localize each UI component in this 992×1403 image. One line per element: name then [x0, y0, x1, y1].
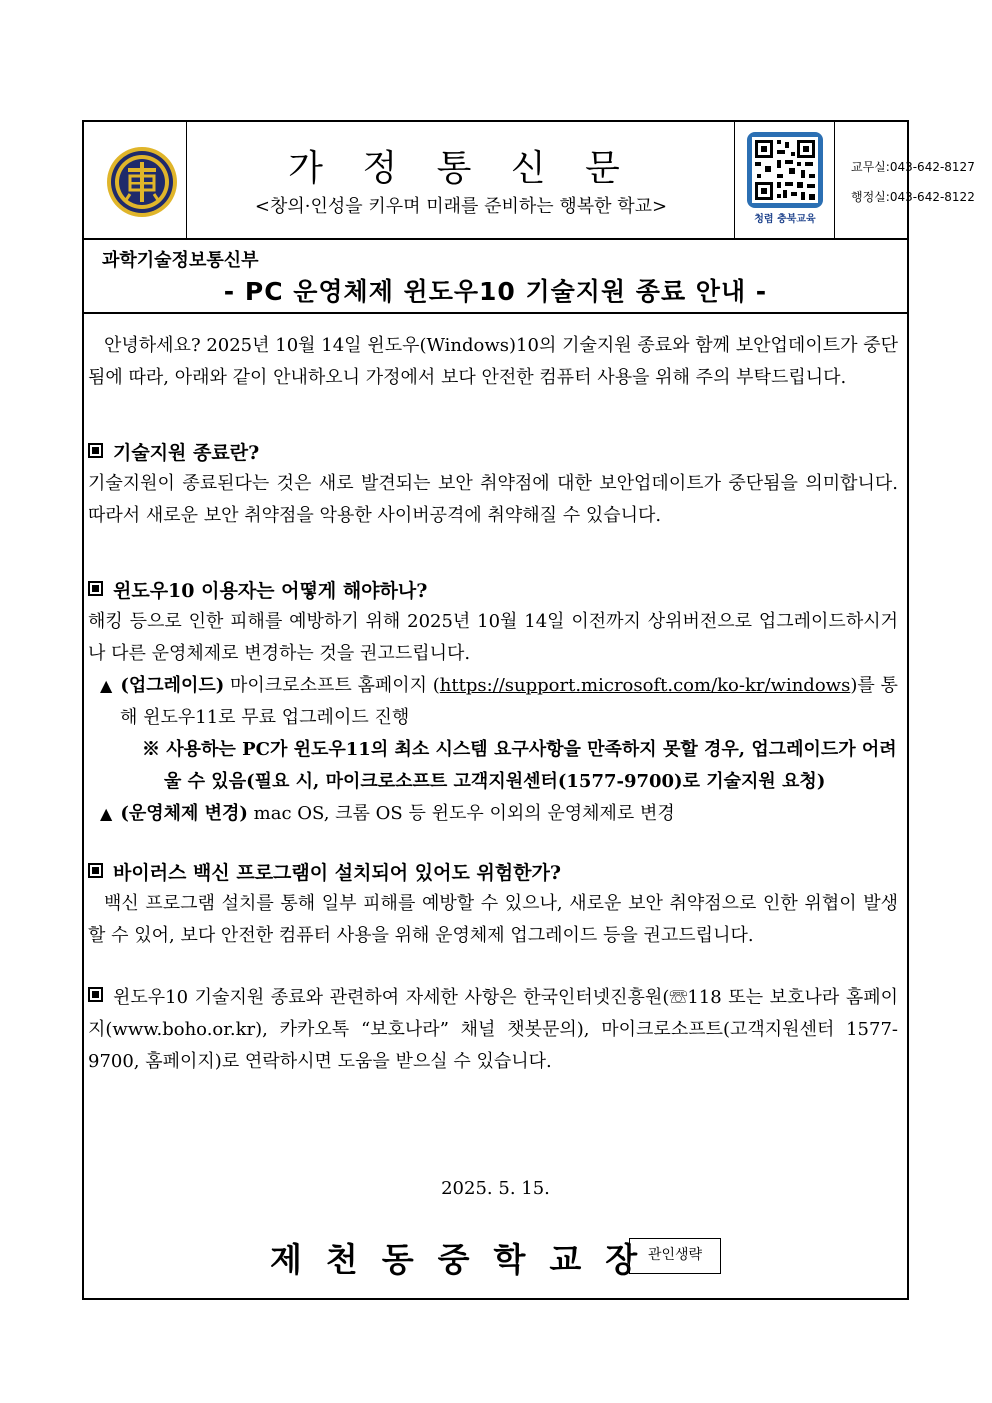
notice-headline: - PC 운영체제 윈도우10 기술지원 종료 안내 -	[223, 277, 768, 306]
department-name: 과학기술정보통신부	[102, 250, 259, 271]
school-logo-cell	[84, 122, 187, 238]
upgrade-bullet: ▲ (업그레이드) 마이크로소프트 홈페이지 (https://support.microsoft.com/ko-kr/windows)를 통해 윈도우11로 무료 업그레이드 진행	[100, 675, 898, 728]
school-emblem-icon	[106, 146, 178, 218]
section-body-3: 백신 프로그램 설치를 통해 일부 피해를 예방할 수 있으나, 새로운 보안 취약점으로 인한 위협이 발생할 수 있어, 보다 안전한 컴퓨터 사용을 위해 운영체제 업그레이드 등을 권고드립니다.	[88, 893, 898, 946]
qr-caption: 청렴 충북교육	[754, 214, 816, 225]
qr-cell	[735, 122, 835, 238]
office-phone: 교무실:043-642-8127	[851, 160, 975, 174]
letter-body	[88, 330, 898, 1078]
subject-row	[84, 238, 907, 314]
triangle-bullet-icon: ▲	[100, 804, 113, 823]
admin-phone: 행정실:043-642-8122	[851, 190, 975, 204]
letter-title: 가 정 통 신 문	[288, 148, 634, 189]
qr-code-icon[interactable]	[747, 132, 823, 208]
issue-date: 2025. 5. 15.	[441, 1178, 550, 1199]
triangle-bullet-icon: ▲	[100, 676, 113, 695]
letter-header	[84, 122, 975, 240]
document-frame	[82, 120, 975, 1300]
school-motto: <창의·인성을 키우며 미래를 준비하는 행복한 학교>	[254, 196, 668, 217]
section-body-2: 해킹 등으로 인한 피해를 예방하기 위해 2025년 10월 14일 이전까지 상위버전으로 업그레이드하시거나 다른 운영체제로 변경하는 것을 권고드립니다.	[88, 611, 898, 664]
section-heading-2: 윈도우10 이용자는 어떻게 해야하나?	[88, 576, 898, 606]
title-cell	[187, 122, 735, 238]
requirement-note: ※ 사용하는 PC가 윈도우11의 최소 시스템 요구사항을 만족하지 못할 경우, 업그레이드가 어려울 수 있음(필요 시, 마이크로소프트 고객지원센터(1577-9700)로 기술지원 요청)	[142, 739, 897, 792]
contact-paragraph: 윈도우10 기술지원 종료와 관련하여 자세한 사항은 한국인터넷진흥원(☏118 또는 보호나라 홈페이지(www.boho.or.kr), 카카오톡 “보호나라” 채널 챗봇문의), 마이크로소프트(고객지원센터 1577-9700, 홈페이지)로 연락하시면 도움을 받으실 수 있습니다.	[88, 987, 898, 1072]
principal-signature: 제천동중학교장	[270, 1240, 662, 1279]
square-bullet-icon	[88, 443, 103, 458]
intro-paragraph: 안녕하세요? 2025년 10월 14일 윈도우(Windows)10의 기술지원 종료와 함께 보안업데이트가 중단됨에 따라, 아래와 같이 안내하오니 가정에서 보다 안전한 컴퓨터 사용을 위해 주의 부탁드립니다.	[88, 335, 898, 388]
square-bullet-icon	[88, 987, 103, 1002]
contact-cell	[835, 122, 975, 238]
section-heading-1: 기술지원 종료란?	[88, 438, 898, 468]
square-bullet-icon	[88, 863, 103, 878]
seal-omitted-box: 관인생략	[629, 1238, 721, 1274]
os-change-bullet: ▲ (운영체제 변경) mac OS, 크롬 OS 등 윈도우 이외의 운영체제로 변경	[100, 803, 675, 824]
section-body-1: 기술지원이 종료된다는 것은 새로 발견되는 보안 취약점에 대한 보안업데이트가 중단됨을 의미합니다. 따라서 새로운 보안 취약점을 악용한 사이버공격에 취약해질 수 있습니다.	[88, 473, 898, 526]
section-heading-3: 바이러스 백신 프로그램이 설치되어 있어도 위험한가?	[88, 858, 898, 888]
square-bullet-icon	[88, 581, 103, 596]
microsoft-support-link[interactable]: https://support.microsoft.com/ko-kr/windows	[439, 675, 851, 696]
